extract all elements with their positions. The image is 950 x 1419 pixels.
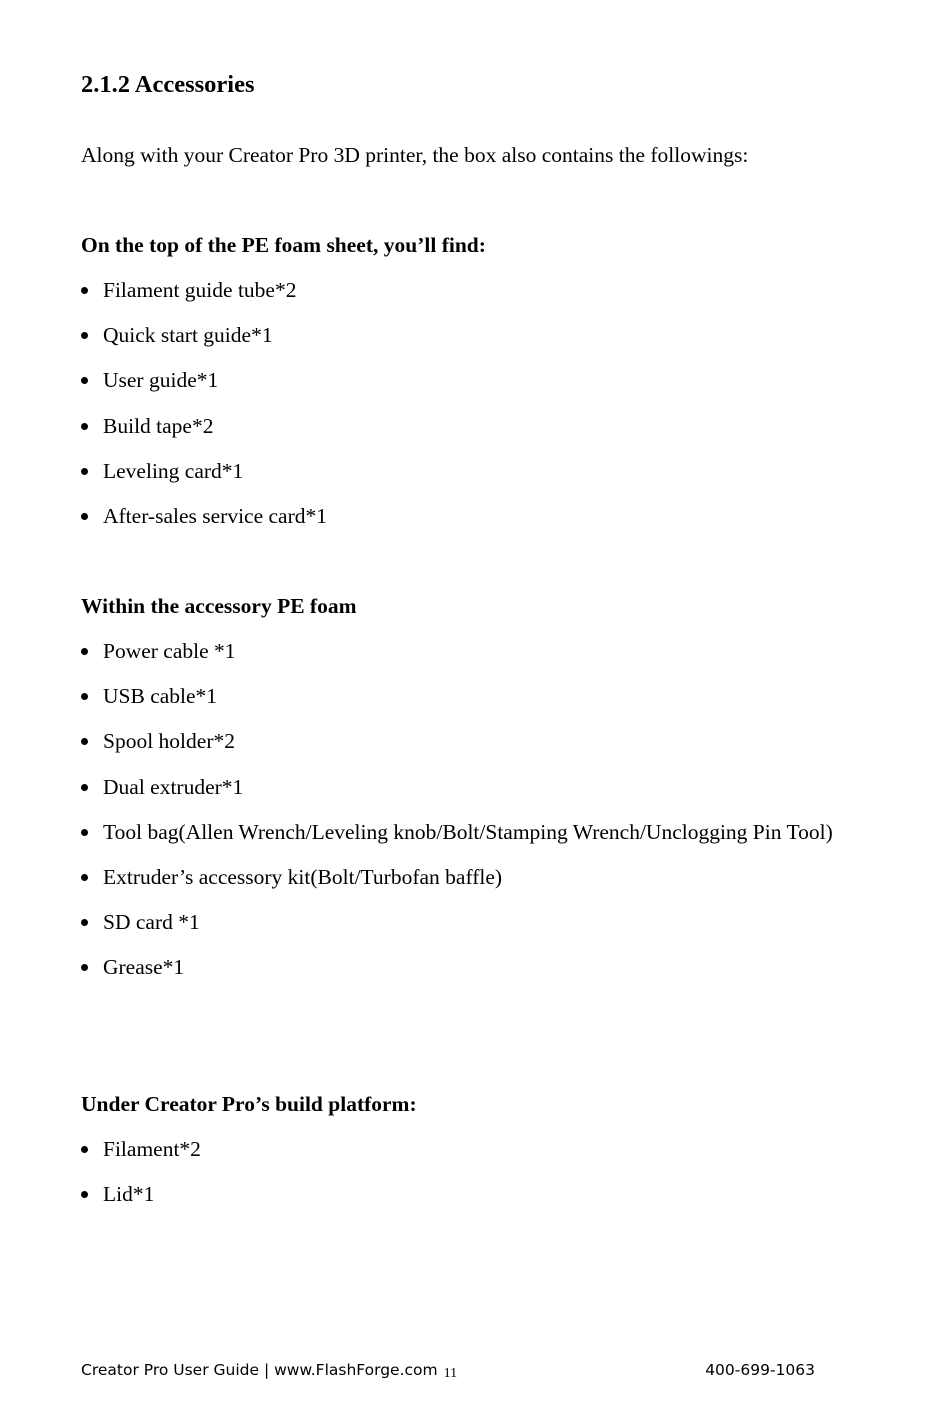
bullet-icon	[81, 648, 88, 655]
footer-phone: 400-699-1063	[705, 1361, 815, 1379]
list-item: Dual extruder*1	[81, 765, 841, 810]
bullet-icon	[81, 964, 88, 971]
list-item: SD card *1	[81, 900, 841, 945]
list-item: Spool holder*2	[81, 719, 841, 764]
section-title-build-platform: Under Creator Pro’s build platform:	[81, 1092, 417, 1116]
list-item: Extruder’s accessory kit(Bolt/Turbofan baffle)	[81, 855, 841, 900]
bullet-icon	[81, 874, 88, 881]
list-item: Quick start guide*1	[81, 313, 841, 358]
list-item: Build tape*2	[81, 404, 841, 449]
bullet-icon	[81, 1191, 88, 1198]
bullet-icon	[81, 829, 88, 836]
list-accessory-pe-foam	[81, 629, 841, 991]
list-item: Filament guide tube*2	[81, 268, 841, 313]
bullet-icon	[81, 332, 88, 339]
footer-guide-title: Creator Pro User Guide | www.FlashForge.com	[81, 1361, 438, 1379]
list-item: After-sales service card*1	[81, 494, 841, 539]
section-title-pe-foam-sheet: On the top of the PE foam sheet, you’ll find:	[81, 233, 486, 257]
bullet-icon	[81, 287, 88, 294]
bullet-icon	[81, 693, 88, 700]
list-item: Tool bag(Allen Wrench/Leveling knob/Bolt/Stamping Wrench/Unclogging Pin Tool)	[81, 810, 841, 855]
bullet-icon	[81, 377, 88, 384]
bullet-icon	[81, 1146, 88, 1153]
footer-left	[81, 1357, 457, 1385]
bullet-icon	[81, 513, 88, 520]
bullet-icon	[81, 423, 88, 430]
list-build-platform	[81, 1127, 841, 1217]
section-title-accessory-pe-foam: Within the accessory PE foam	[81, 594, 357, 618]
bullet-icon	[81, 919, 88, 926]
page-footer	[81, 1357, 815, 1385]
bullet-icon	[81, 738, 88, 745]
list-pe-foam-sheet	[81, 268, 841, 539]
bullet-icon	[81, 468, 88, 475]
list-item: Grease*1	[81, 945, 841, 990]
list-item: USB cable*1	[81, 674, 841, 719]
list-item: Lid*1	[81, 1172, 841, 1217]
bullet-icon	[81, 784, 88, 791]
page-number: 11	[443, 1366, 458, 1381]
intro-paragraph: Along with your Creator Pro 3D printer, the box also contains the followings:	[81, 143, 749, 167]
list-item: Power cable *1	[81, 629, 841, 674]
list-item: User guide*1	[81, 358, 841, 403]
list-item: Filament*2	[81, 1127, 841, 1172]
section-heading: 2.1.2 Accessories	[81, 71, 255, 98]
list-item: Leveling card*1	[81, 449, 841, 494]
